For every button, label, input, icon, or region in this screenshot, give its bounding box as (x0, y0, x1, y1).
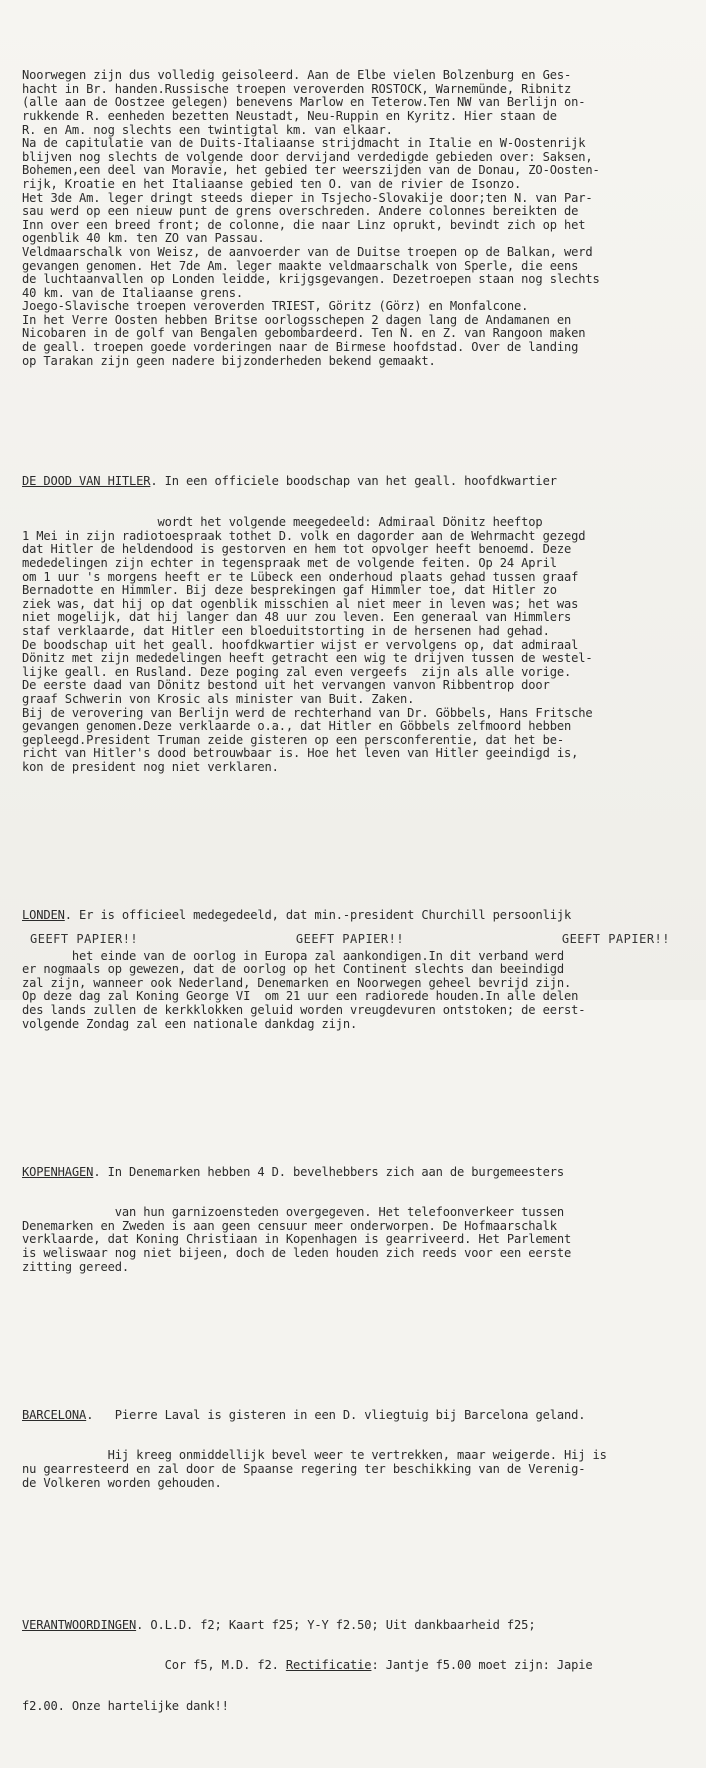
section-first-line (22, 1409, 690, 1423)
text-line: des lands zullen de kerkklokken geluid worden vreugdevuren ontstoken; de eerst- (22, 1003, 586, 1017)
text-line: 40 km. van de Italiaanse grens. (22, 286, 244, 300)
text-line: lijke geall. en Rusland. Deze poging zal even vergeefs zijn als alle vorige. (22, 665, 572, 679)
section-body (22, 516, 690, 774)
text-line: Inn over een breed front; de colonne, die naar Linz oprukt, bevindt zich op het (22, 218, 586, 232)
section-body (22, 950, 690, 1032)
text-line: verklaarde, dat Koning Christiaan in Kopenhagen is gearriveerd. Het Parlement (22, 1233, 572, 1247)
text-line: er nogmaals op gewezen, dat de oorlog op het Continent slechts dan beeindigd (22, 963, 564, 977)
section-first-line (22, 909, 690, 923)
section-heading: LONDEN (22, 908, 65, 922)
text-line: gepleegd.President Truman zeide gisteren op een persconferentie, dat het be- (22, 733, 564, 747)
text-line: De boodschap uit het geall. hoofdkwartier wijst er vervolgens op, dat admiraal (22, 638, 579, 652)
text-line: graaf Schwerin von Krosic als minister van Buit. Zaken. (22, 692, 415, 706)
section-body (22, 1206, 690, 1274)
text-line: wordt het volgende meegedeeld: Admiraal Dönitz heeftop (22, 516, 543, 530)
text-line: rijk, Kroatie en het Italiaanse gebied ten O. van de rivier de Isonzo. (22, 177, 522, 191)
section-spacer (22, 1099, 690, 1111)
text-line: blijven nog slechts de volgende door dervijand verdedigde gebieden over: Saksen, (22, 150, 593, 164)
text-line: sau werd op een nieuw punt de grens overschreden. Andere colonnes bereikten de (22, 205, 579, 219)
section-hitler (22, 448, 690, 801)
text-line: Joego-Slavische troepen veroverden TRIEST, Göritz (Görz) en Monfalcone. (22, 300, 529, 314)
section-kopenhagen (22, 1138, 690, 1301)
text-line: Hij kreeg onmiddellijk bevel weer te vertrekken, maar weigerde. Hij is (22, 1449, 607, 1463)
text-line: dat Hitler de heldendood is gestorven en hem tot opvolger heeft benoemd. Deze (22, 543, 572, 557)
text-line: is weliswaar nog niet bijeen, doch de leden houden zich reeds voor een eerste (22, 1247, 572, 1261)
footer-slogan-left: GEEFT PAPIER!! (30, 932, 139, 946)
section-text: . In Denemarken hebben 4 D. bevelhebbers zich aan de burgemeesters (93, 1165, 564, 1179)
text-line: van hun garnizoensteden overgegeven. Het telefoonverkeer tussen (22, 1206, 564, 1220)
text-line: de Volkeren worden gehouden. (22, 1476, 222, 1490)
section-heading: BARCELONA (22, 1408, 87, 1422)
footer-slogans (30, 932, 670, 946)
intro-section (22, 69, 690, 368)
section-body (22, 1449, 690, 1490)
section-barcelona (22, 1381, 690, 1517)
section-spacer (22, 1342, 690, 1354)
text-line: de geall. troepen goede vorderingen naar de Birmese hoofdstad. Over de landing (22, 341, 579, 355)
section-heading: DE DOOD VAN HITLER (22, 475, 151, 489)
text-line: gevangen genomen.Deze verklaarde o.a., dat Hitler en Göbbels zelfmoord hebben (22, 720, 572, 734)
section-spacer (22, 409, 690, 421)
section-text: . O.L.D. f2; Kaart f25; Y-Y f2.50; Uit dankbaarheid f25; (136, 1618, 536, 1632)
section-text: . Pierre Laval is gisteren in een D. vliegtuig bij Barcelona geland. (86, 1408, 586, 1422)
text-line: ogenblik 40 km. ten ZO van Passau. (22, 232, 265, 246)
text-line: ziek was, dat hij op dat ogenblik misschien al niet meer in leven was; het was (22, 597, 579, 611)
rectificatie-label: Rectificatie (285, 1659, 372, 1673)
section-heading: KOPENHAGEN (22, 1165, 94, 1179)
text-line: zal zijn, wanneer ook Nederland, Denemarken en Noorwegen geheel bevrijd zijn. (22, 976, 572, 990)
document-body (22, 42, 690, 1768)
section-text: . Er is officieel medegedeeld, dat min.-president Churchill persoonlijk (64, 908, 572, 922)
text-line: staf verklaarde, dat Hitler een bloeduitstorting in de hersenen had gehad. (22, 624, 550, 638)
text-line: Veldmaarschalk von Weisz, de aanvoerder van de Duitse troepen op de Balkan, werd (22, 245, 593, 259)
section-spacer (22, 1558, 690, 1564)
text-line: In het Verre Oosten hebben Britse oorlogsschepen 2 dagen lang de Andamanen en (22, 313, 572, 327)
section-londen (22, 882, 690, 1059)
text-line: Op deze dag zal Koning George VI om 21 uur een radiorede houden.In alle delen (22, 990, 579, 1004)
text-line: Nicobaren in de golf van Bengalen gebombardeerd. Ten N. en Z. van Rangoon maken (22, 327, 586, 341)
text-line: gevangen genomen. Het 7de Am. leger maakte veldmaarschalk von Sperle, die eens (22, 259, 579, 273)
text-line: 1 Mei in zijn radiotoespraak tothet D. volk en dagorder aan de Wehrmacht gezegd (22, 529, 586, 543)
text-line: Bernadotte en Himmler. Bij deze besprekingen gaf Himmler toe, dat Hitler zo (22, 584, 557, 598)
section-heading: VERANTWOORDINGEN (22, 1618, 137, 1632)
section-spacer (22, 842, 690, 854)
section-text: Cor f5, M.D. f2. (22, 1659, 286, 1673)
text-line: kon de president nog niet verklaren. (22, 760, 279, 774)
text-line: Na de capitulatie van de Duits-Italiaanse strijdmacht in Italie en W-Oostenrijk (22, 137, 586, 151)
section-text: . In een officiele boodschap van het geall. hoofdkwartier (150, 475, 557, 489)
section-first-line (22, 1166, 690, 1180)
text-line: (alle aan de Oostzee gelegen) benevens Marlow en Teterow.Ten NW van Berlijn on- (22, 96, 586, 110)
text-line: niet mogelijk, dat hij langer dan 48 uur zou leven. Een generaal van Himmlers (22, 611, 572, 625)
section-first-line (22, 475, 690, 489)
section-text: : Jantje f5.00 moet zijn: Japie (371, 1659, 593, 1673)
text-line: Bij de verovering van Berlijn werd de rechterhand van Dr. Göbbels, Hans Fritsche (22, 706, 593, 720)
footer-slogan-center: GEEFT PAPIER!! (295, 932, 405, 946)
text-line: Het 3de Am. leger dringt steeds dieper in Tsjecho-Slovakije door;ten N. van Par- (22, 191, 593, 205)
footer-slogan-right: GEEFT PAPIER!! (561, 932, 670, 946)
text-line: op Tarakan zijn geen nadere bijzonderheden bekend gemaakt. (22, 354, 436, 368)
section-verantwoordingen (22, 1591, 690, 1741)
text-line: Bohemen,een deel van Moravie, het gebied ter weerszijden van de Donau, ZO-Oosten- (22, 164, 600, 178)
text-line: Denemarken en Zweden is aan geen censuur meer onderworpen. De Hofmaarschalk (22, 1219, 557, 1233)
text-line: f2.00. Onze hartelijke dank!! (22, 1700, 229, 1714)
text-line (22, 1659, 690, 1673)
text-line: de luchtaanvallen op Londen leidde, krijgsgevangen. Dezetroepen staan nog slechts (22, 273, 600, 287)
text-line: De eerste daad van Dönitz bestond uit het vervangen vanvon Ribbentrop door (22, 679, 550, 693)
text-line: om 1 uur 's morgens heeft er te Lübeck een onderhoud plaats gehad tussen graaf (22, 570, 579, 584)
text-line: mededelingen zijn echter in tegenspraak met de volgende feiten. Op 24 April (22, 556, 557, 570)
text-line: rukkende R. eenheden bezetten Neustadt, Neu-Ruppin en Kyritz. Hier staan de (22, 109, 557, 123)
text-line: R. en Am. nog slechts een twintigtal km. van elkaar. (22, 123, 393, 137)
text-line: hacht in Br. handen.Russische troepen veroverden ROSTOCK, Warnemünde, Ribnitz (22, 82, 572, 96)
text-line: Dönitz met zijn mededelingen heeft getracht een wig te drijven tussen de westel- (22, 652, 593, 666)
text-line: volgende Zondag zal een nationale dankdag zijn. (22, 1017, 358, 1031)
text-line: het einde van de oorlog in Europa zal aankondigen.In dit verband werd (22, 949, 564, 963)
section-first-line (22, 1619, 690, 1633)
text-line: richt van Hitler's dood betrouwbaar is. Hoe het leven van Hitler geeindigd is, (22, 747, 579, 761)
text-line: Noorwegen zijn dus volledig geisoleerd. Aan de Elbe vielen Bolzenburg en Ges- (22, 69, 572, 83)
text-line: zitting gereed. (22, 1260, 129, 1274)
text-line: nu gearresteerd en zal door de Spaanse regering ter beschikking van de Verenig- (22, 1462, 586, 1476)
